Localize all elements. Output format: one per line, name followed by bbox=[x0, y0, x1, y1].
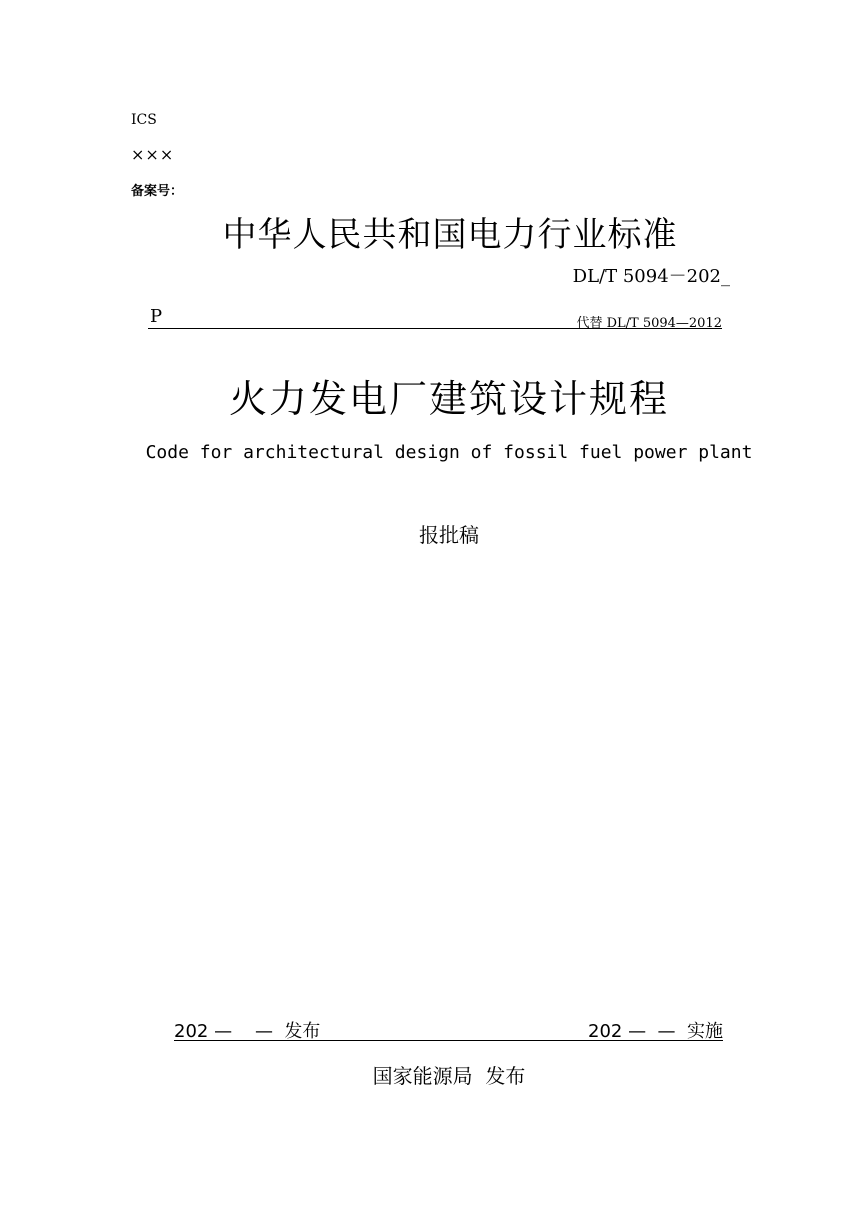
standard-title: 中华人民共和国电力行业标准 bbox=[222, 215, 678, 255]
category-letter: P bbox=[150, 306, 163, 327]
ics-label: ICS bbox=[131, 112, 157, 128]
document-title-english: Code for architectural design of fossil fuel power plant bbox=[145, 442, 753, 463]
header-divider bbox=[148, 328, 722, 329]
standard-number: DL/T 5094－202_ bbox=[572, 266, 730, 287]
draft-status: 报批稿 bbox=[419, 523, 479, 547]
footer-divider bbox=[174, 1040, 723, 1041]
replaces-standard: 代替 DL/T 5094—2012 bbox=[576, 316, 722, 331]
classification-codes: ××× bbox=[131, 145, 175, 164]
implementation-date: 202 — — 实施 bbox=[588, 1021, 723, 1042]
issuing-authority: 国家能源局 发布 bbox=[372, 1064, 526, 1088]
filing-number-label: 备案号： bbox=[131, 184, 184, 199]
document-title: 火力发电厂建筑设计规程 bbox=[228, 377, 669, 421]
release-date: 202 — — 发布 bbox=[174, 1021, 321, 1042]
